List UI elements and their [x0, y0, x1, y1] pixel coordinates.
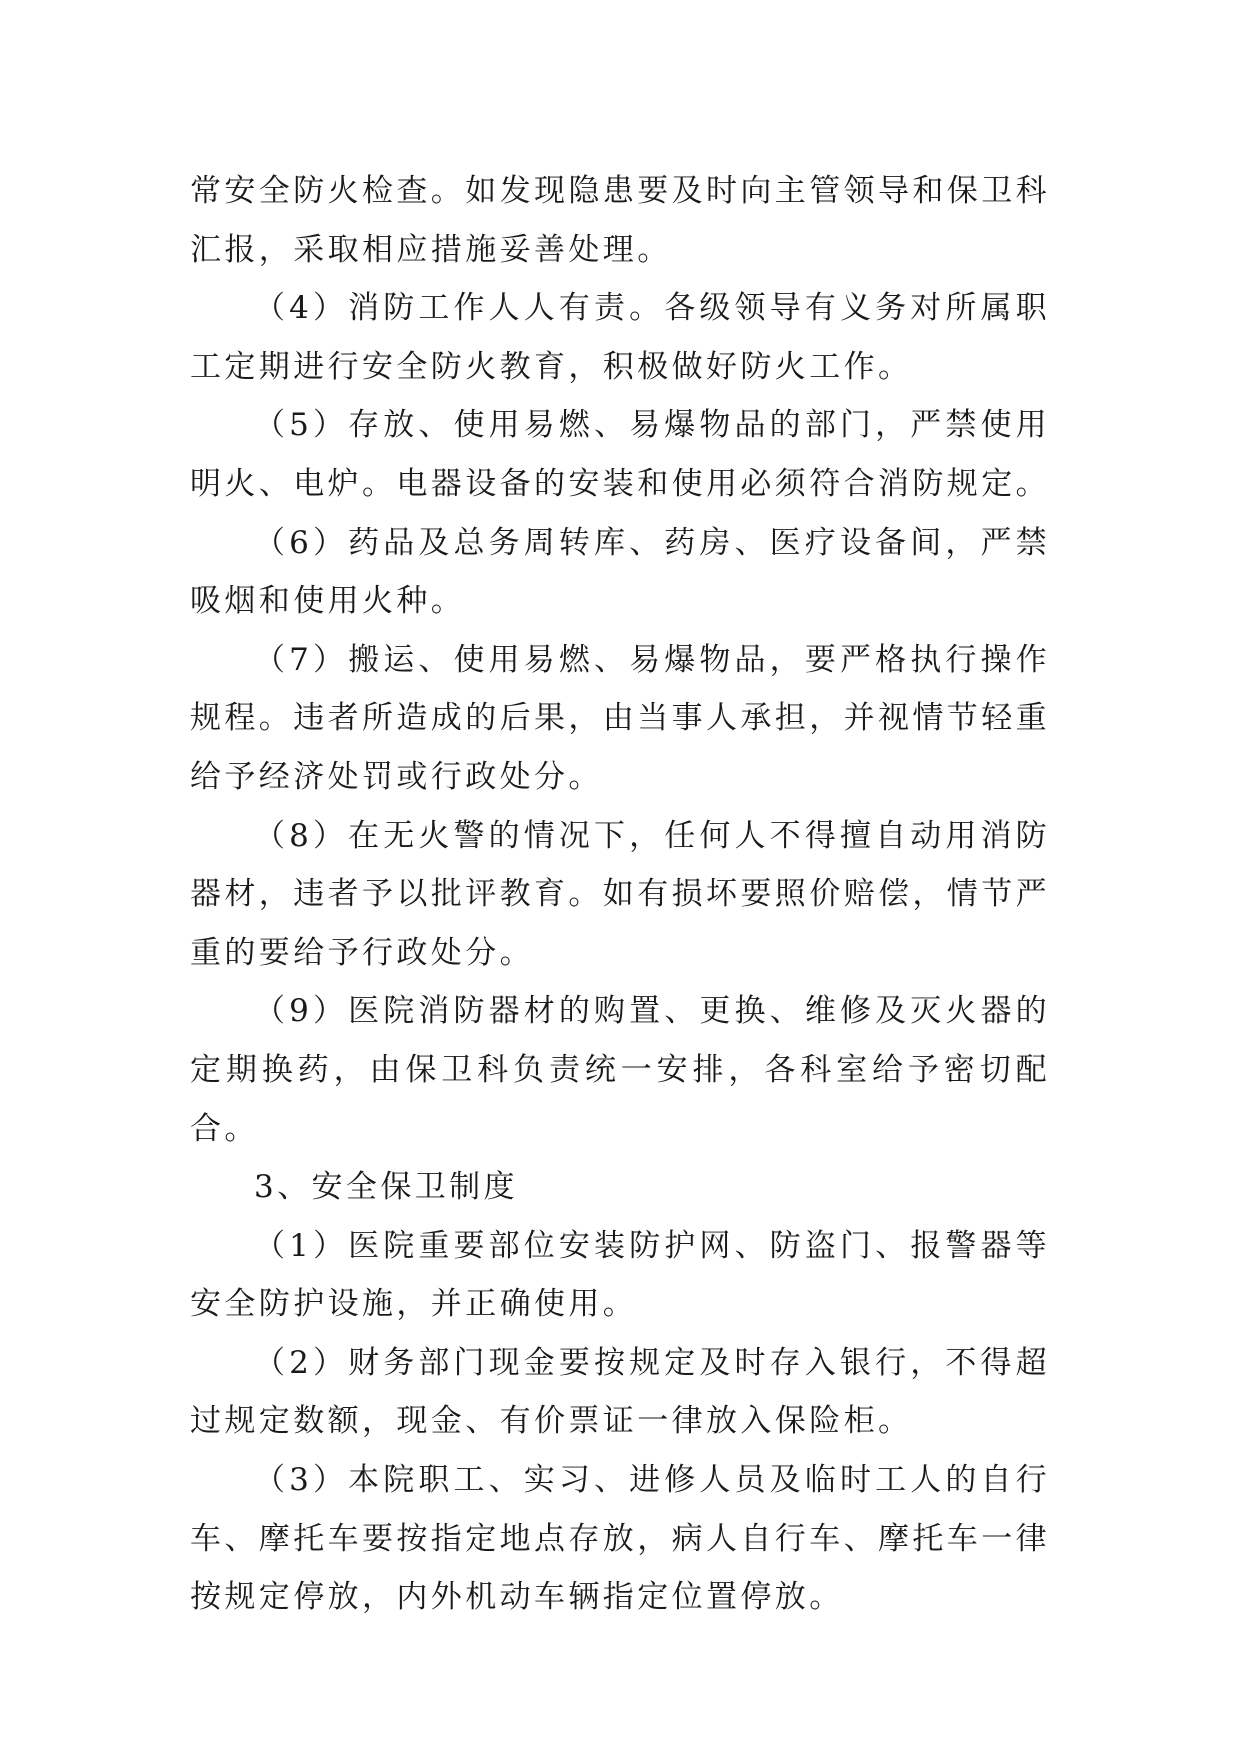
- paragraph-security-rule-2: （2）财务部门现金要按规定及时存入银行，不得超过规定数额，现金、有价票证一律放入保险柜。: [190, 1344, 1050, 1440]
- paragraph-security-rule-1: （1）医院重要部位安装防护网、防盗门、报警器等安全防护设施，并正确使用。: [190, 1227, 1050, 1323]
- paragraph-fire-rule-8: （8）在无火警的情况下，任何人不得擅自动用消防器材，违者予以批评教育。如有损坏要照价赔偿，情节严重的要给予行政处分。: [190, 817, 1050, 971]
- paragraph-security-rule-3: （3）本院职工、实习、进修人员及临时工人的自行车、摩托车要按指定地点存放，病人自行车、摩托车一律按规定停放，内外机动车辆指定位置停放。: [190, 1462, 1050, 1616]
- paragraph-fire-rule-9: （9）医院消防器材的购置、更换、维修及灭火器的定期换药，由保卫科负责统一安排，各科室给予密切配合。: [190, 993, 1050, 1147]
- paragraph-fire-rule-5: （5）存放、使用易燃、易爆物品的部门，严禁使用明火、电炉。电器设备的安装和使用必须符合消防规定。: [190, 407, 1050, 502]
- paragraph-fire-rule-6: （6）药品及总务周转库、药房、医疗设备间，严禁吸烟和使用火种。: [190, 524, 1050, 620]
- section-heading-security: 3、安全保卫制度: [254, 1169, 518, 1206]
- document-body: [190, 162, 1050, 1627]
- paragraph-continuation: 常安全防火检查。如发现隐患要及时向主管领导和保卫科汇报，采取相应措施妥善处理。: [190, 173, 1050, 268]
- paragraph-fire-rule-7: （7）搬运、使用易燃、易爆物品，要严格执行操作规程。违者所造成的后果，由当事人承担，并视情节轻重给予经济处罚或行政处分。: [190, 641, 1050, 795]
- paragraph-fire-rule-4: （4）消防工作人人有责。各级领导有义务对所属职工定期进行安全防火教育，积极做好防火工作。: [190, 290, 1050, 385]
